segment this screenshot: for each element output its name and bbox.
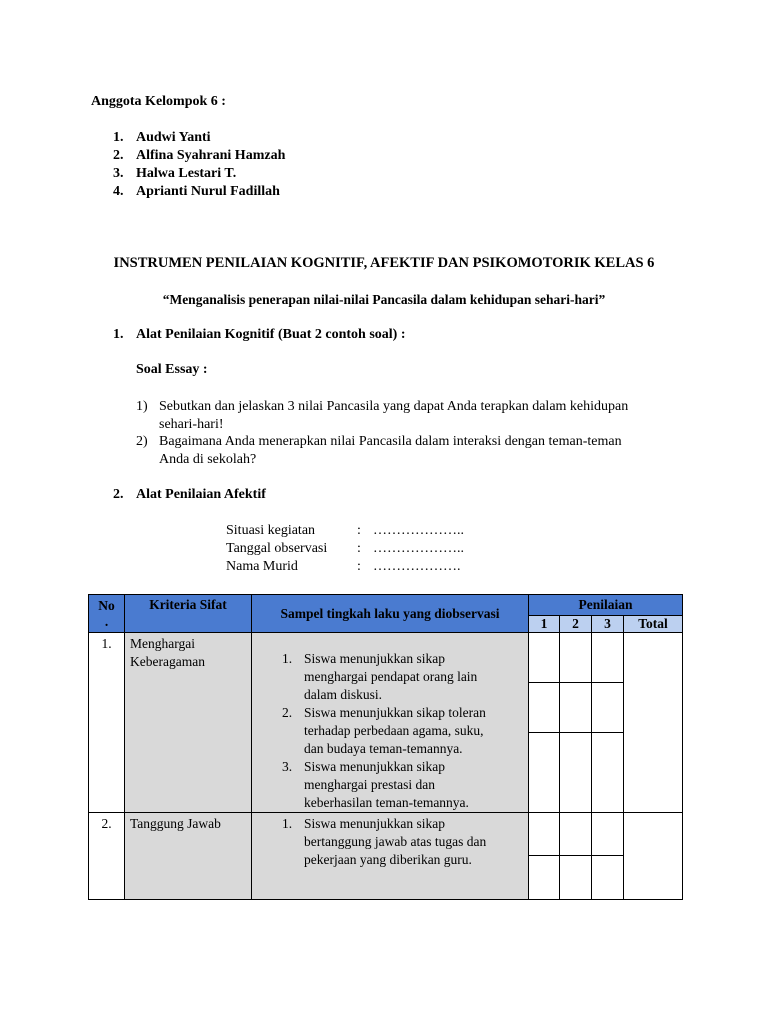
question-number: 2)	[136, 434, 148, 449]
behavior-text: keberhasilan teman-temannya.	[304, 795, 469, 810]
behavior-text: menghargai prestasi dan	[304, 777, 435, 792]
behavior-item-number: 2.	[282, 705, 293, 720]
criteria-text: Tanggung Jawab	[130, 816, 221, 831]
section-number: 1.	[113, 327, 124, 342]
observation-blank: ……………….	[373, 559, 461, 574]
observation-blank: ………………..	[373, 523, 464, 538]
behavior-text: terhadap perbedaan agama, suku,	[304, 723, 484, 738]
observation-colon: :	[357, 541, 361, 556]
behavior-item-number: 1.	[282, 651, 293, 666]
behavior-item	[252, 650, 528, 704]
header-kriteria: Kriteria Sifat	[125, 595, 252, 633]
behavior-text: Siswa menunjukkan sikap	[304, 816, 445, 831]
header-sampel: Sampel tingkah laku yang diobservasi	[252, 595, 529, 633]
member-name: Audwi Yanti	[136, 130, 211, 145]
question-text: Anda di sekolah?	[159, 452, 257, 467]
behavior-text: menghargai pendapat orang lain	[304, 669, 478, 684]
question-text: Bagaimana Anda menerapkan nilai Pancasila dalam interaksi dengan teman-teman	[159, 434, 622, 449]
criteria-text: Keberagaman	[130, 654, 205, 669]
score-cell-2[interactable]	[560, 633, 592, 813]
question-text: Sebutkan dan jelaskan 3 nilai Pancasila yang dapat Anda terapkan dalam kehidupan	[159, 399, 629, 414]
member-name: Aprianti Nurul Fadillah	[136, 184, 280, 199]
member-number: 3.	[113, 166, 124, 181]
member-number: 1.	[113, 130, 124, 145]
header-total: Total	[624, 616, 683, 633]
score-cell-2[interactable]	[560, 813, 592, 900]
section-title-cognitive: Alat Penilaian Kognitif (Buat 2 contoh soal) :	[136, 327, 406, 342]
observation-label: Situasi kegiatan	[226, 523, 316, 538]
behavior-cell	[252, 633, 529, 813]
header-score-1: 1	[529, 616, 560, 633]
total-cell[interactable]	[624, 813, 683, 900]
behavior-cell	[252, 813, 529, 900]
header-penilaian: Penilaian	[529, 595, 683, 616]
observation-label: Tanggal observasi	[226, 541, 328, 556]
behavior-text: Siswa menunjukkan sikap	[304, 651, 445, 666]
behavior-item	[252, 758, 528, 812]
member-number: 2.	[113, 148, 124, 163]
affective-assessment-table	[88, 594, 683, 900]
header-score-3: 3	[592, 616, 624, 633]
table-row	[89, 633, 683, 813]
behavior-text: Siswa menunjukkan sikap	[304, 759, 445, 774]
score-cell-1[interactable]	[529, 813, 560, 900]
observation-colon: :	[357, 559, 361, 574]
behavior-item-number: 1.	[282, 816, 293, 831]
criteria-cell	[125, 633, 252, 813]
header-score-2: 2	[560, 616, 592, 633]
behavior-text: Siswa menunjukkan sikap toleran	[304, 705, 486, 720]
score-cell-3[interactable]	[592, 633, 624, 813]
behavior-item	[252, 704, 528, 758]
member-number: 4.	[113, 184, 124, 199]
behavior-text: dalam diskusi.	[304, 687, 382, 702]
observation-colon: :	[357, 523, 361, 538]
row-number: 2.	[89, 813, 125, 900]
section-title-affective: Alat Penilaian Afektif	[136, 487, 266, 502]
observation-label: Nama Murid	[226, 559, 298, 574]
header-no-text: No	[98, 598, 115, 613]
document-subtitle: “Menganalisis penerapan nilai-nilai Pancasila dalam kehidupan sehari-hari”	[162, 292, 606, 307]
member-name: Alfina Syahrani Hamzah	[136, 148, 286, 163]
document-title: INSTRUMEN PENILAIAN KOGNITIF, AFEKTIF DAN PSIKOMOTORIK KELAS 6	[113, 255, 655, 271]
score-cell-1[interactable]	[529, 633, 560, 813]
row-number: 1.	[89, 633, 125, 813]
essay-label: Soal Essay :	[136, 362, 208, 377]
table-row	[89, 813, 683, 900]
group-heading: Anggota Kelompok 6 :	[91, 94, 226, 109]
criteria-cell	[125, 813, 252, 900]
question-text: sehari-hari!	[159, 417, 224, 432]
criteria-text: Menghargai	[130, 636, 195, 651]
score-cell-3[interactable]	[592, 813, 624, 900]
total-cell[interactable]	[624, 633, 683, 813]
behavior-text: bertanggung jawab atas tugas dan	[304, 834, 487, 849]
member-name: Halwa Lestari T.	[136, 166, 237, 181]
behavior-item	[252, 815, 528, 869]
question-number: 1)	[136, 399, 148, 414]
section-number: 2.	[113, 487, 124, 502]
header-no	[89, 595, 125, 633]
behavior-text: dan budaya teman-temannya.	[304, 741, 463, 756]
behavior-text: pekerjaan yang diberikan guru.	[304, 852, 472, 867]
observation-blank: ………………..	[373, 541, 464, 556]
header-no-dot: .	[104, 614, 109, 629]
behavior-item-number: 3.	[282, 759, 293, 774]
